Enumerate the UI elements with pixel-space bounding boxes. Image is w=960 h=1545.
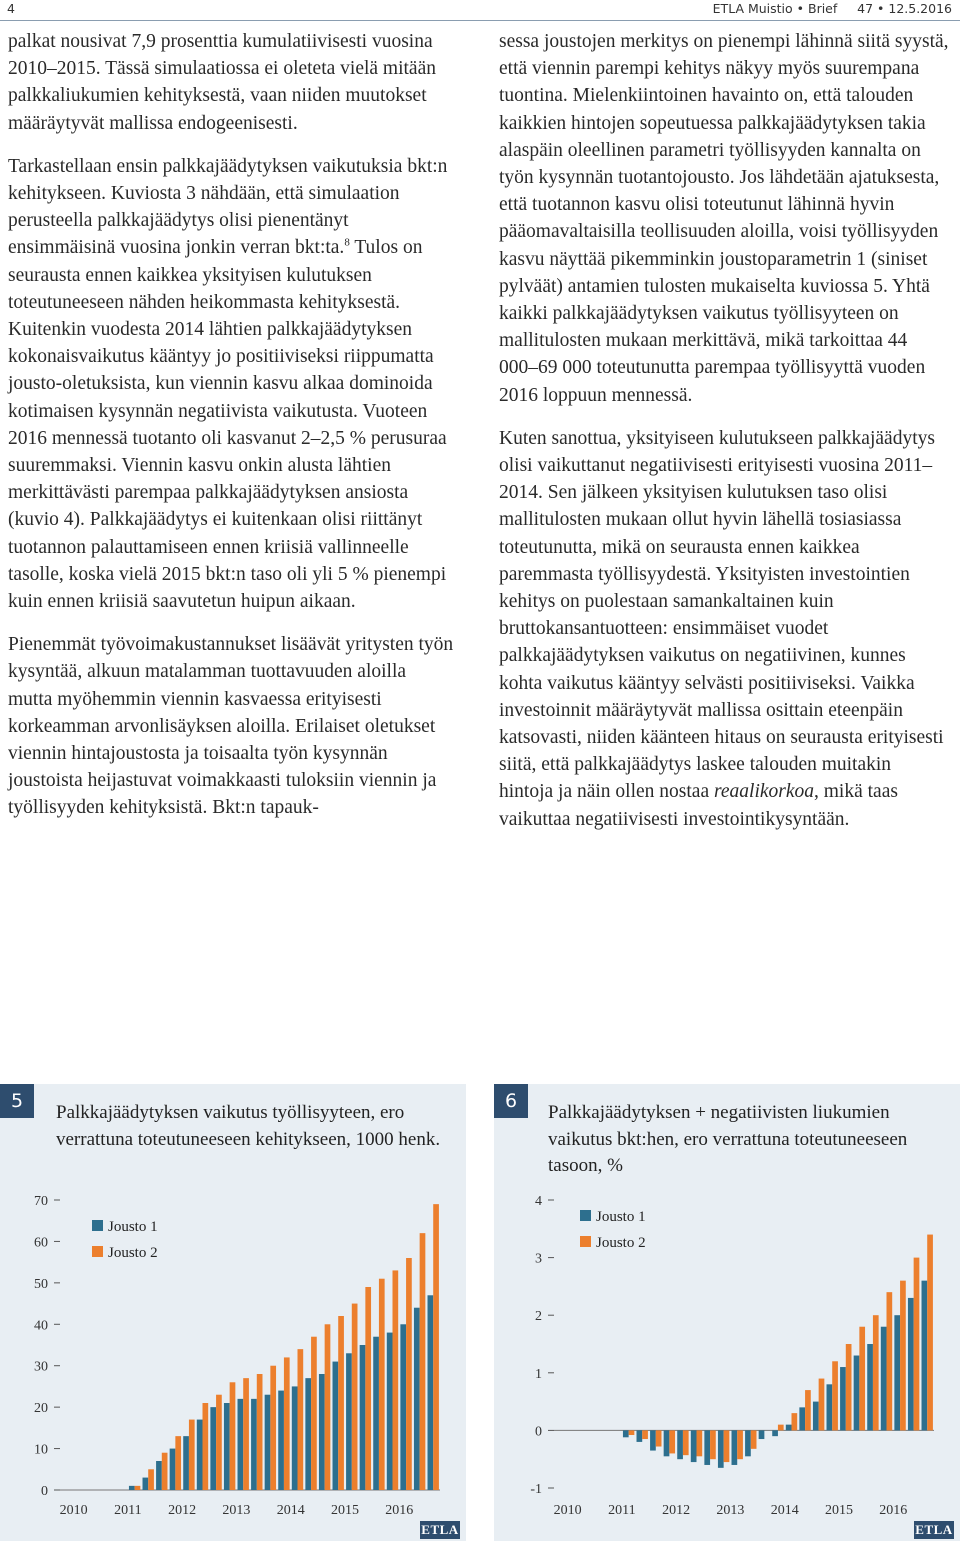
x-tick-label: 2010: [59, 1503, 88, 1518]
bar-jousto-2: [230, 1382, 236, 1490]
x-tick-label: 2012: [168, 1503, 197, 1518]
x-tick-label: 2013: [716, 1503, 745, 1518]
bar-jousto-2: [914, 1258, 920, 1431]
bar-jousto-1: [813, 1402, 819, 1431]
y-tick-label: 40: [34, 1318, 48, 1334]
bar-jousto-1: [664, 1430, 670, 1456]
y-tick-label: -1: [530, 1482, 542, 1497]
bar-jousto-1: [129, 1486, 135, 1490]
bar-jousto-2: [737, 1430, 743, 1459]
bar-jousto-2: [819, 1379, 825, 1431]
bar-jousto-1: [170, 1449, 176, 1490]
bar-jousto-1: [745, 1430, 751, 1456]
paragraph: [499, 425, 949, 833]
bar-jousto-1: [867, 1344, 873, 1430]
bar-jousto-2: [365, 1287, 371, 1490]
bar-jousto-2: [846, 1344, 852, 1430]
etla-logo: ETLA: [421, 1522, 459, 1537]
bar-jousto-2: [778, 1425, 784, 1431]
bar-jousto-2: [325, 1324, 331, 1490]
bar-jousto-1: [238, 1399, 244, 1490]
bar-jousto-2: [805, 1390, 811, 1430]
legend-label: Jousto 1: [596, 1209, 646, 1225]
bar-jousto-2: [298, 1349, 304, 1490]
bar-jousto-1: [637, 1430, 643, 1442]
x-tick-label: 2015: [825, 1503, 853, 1518]
figure-title: Palkkajäädytyksen vaikutus työllisyyteen, ero verrattuna toteutuneeseen kehitykseen, 1000 henk.: [56, 1102, 441, 1150]
left-text-column: [8, 28, 454, 838]
y-tick-label: 0: [535, 1424, 542, 1440]
y-tick-label: 4: [535, 1194, 542, 1209]
bar-jousto-1: [704, 1430, 710, 1465]
bar-jousto-2: [203, 1403, 209, 1490]
bar-jousto-1: [827, 1384, 833, 1430]
bar-jousto-1: [428, 1295, 434, 1490]
figure-title: Palkkajäädytyksen + negatiivisten liukumien vaikutus bkt:hen, ero verrattuna toteutuneeseen tasoon, %: [548, 1102, 908, 1176]
bar-jousto-2: [683, 1430, 689, 1455]
bar-jousto-1: [650, 1430, 656, 1450]
bar-jousto-2: [162, 1453, 168, 1490]
bar-jousto-1: [373, 1337, 379, 1490]
bar-jousto-1: [210, 1407, 216, 1490]
bar-jousto-2: [338, 1316, 344, 1490]
page-number: 4: [7, 1, 15, 16]
emphasis-term: reaalikorkoa: [714, 781, 815, 803]
bar-jousto-1: [197, 1420, 203, 1490]
x-tick-label: 2014: [276, 1503, 305, 1518]
chart-6-svg: [494, 1084, 960, 1541]
y-tick-label: 70: [34, 1194, 48, 1209]
bar-jousto-1: [224, 1403, 230, 1490]
x-tick-label: 2011: [114, 1503, 142, 1518]
bar-jousto-1: [183, 1436, 189, 1490]
bar-jousto-2: [697, 1430, 703, 1456]
paragraph-text: , mikä taas vaikuttaa negatiivisesti investointikysyntään.: [499, 781, 898, 830]
bar-jousto-1: [908, 1298, 914, 1430]
bar-jousto-2: [642, 1430, 648, 1439]
y-tick-label: 10: [34, 1442, 48, 1458]
publication-info: [713, 1, 952, 16]
bar-jousto-2: [311, 1337, 317, 1490]
bar-jousto-1: [732, 1430, 738, 1465]
bar-jousto-1: [894, 1315, 900, 1430]
paragraph-text: Kuten sanottua, yksityiseen kulutukseen palkkajäädytys olisi vaikuttanut negatiivisesti erityisesti vuosina 2011–2014. Sen jälkeen yksityisen kulutuksen taso olisi mallitulosten mukaan ollut hyvin lähellä tosiasiassa toteutunutta, mikä on seurausta ennen kaikkea paremmasta työllisyydestä. Yksityisten investointien kehitys on puolestaan samankaltainen kuin bruttokansantuotteen: ensimmäiset vuodet palkkajäädytyksen vaikutus on negatiivinen, kunnes kohta vaikutus kääntyy selvästi positiiviseksi. Vaikka investoinnit määräytyvät mallissa osittain eteenpäin katsovasti, niiden käänteen hitaus on seurausta erityisesti siitä, että palkkajäädytys laskee talouden muitakin hintoja ja näin ollen nostaa: [499, 427, 944, 803]
bar-jousto-1: [691, 1430, 697, 1462]
bar-jousto-1: [623, 1430, 629, 1437]
figure-5: [0, 1084, 466, 1541]
y-tick-label: 1: [535, 1366, 542, 1382]
y-tick-label: 30: [34, 1359, 48, 1375]
header-rule: [0, 20, 960, 21]
figure-number: 6: [494, 1084, 528, 1118]
bar-jousto-2: [887, 1292, 893, 1430]
bar-jousto-2: [352, 1304, 358, 1490]
bar-jousto-1: [799, 1407, 805, 1430]
y-tick-label: 20: [34, 1401, 48, 1417]
bar-jousto-1: [333, 1362, 339, 1490]
footnote-ref[interactable]: 8: [344, 236, 350, 249]
y-tick-label: 2: [535, 1309, 542, 1325]
page-header: [0, 0, 960, 20]
figure-6: [494, 1084, 960, 1541]
bar-jousto-1: [387, 1333, 393, 1490]
bar-jousto-2: [284, 1357, 290, 1490]
y-tick-label: 0: [41, 1484, 48, 1499]
bar-jousto-2: [243, 1378, 249, 1490]
x-tick-label: 2016: [385, 1503, 414, 1518]
bar-jousto-1: [143, 1478, 149, 1490]
bar-jousto-1: [292, 1386, 298, 1490]
bar-jousto-1: [718, 1430, 724, 1467]
bar-jousto-1: [854, 1356, 860, 1431]
bar-jousto-1: [346, 1353, 352, 1490]
bar-jousto-2: [669, 1430, 675, 1453]
issue-info: 47 • 12.5.2016: [857, 1, 952, 16]
x-tick-label: 2016: [879, 1503, 908, 1518]
bar-jousto-2: [148, 1469, 154, 1490]
legend-label: Jousto 1: [108, 1219, 158, 1235]
paragraph-text: Tulos on seurausta ennen kaikkea yksityisen kulutuksen toteutuneeseen nähden heikommasta kehityksestä. Kuitenkin vuodesta 2014 lähtien palkkajäädytyksen kokonaisvaikutus kääntyy jo positiiviseksi riippumatta jousto-oletuksista, kun viennin kasvu alkaa dominoida kotimaisen kysynnän negatiivista vaikutusta. Vuoteen 2016 mennessä tuotanto oli kasvanut 2–2,5 % perusuraa suuremmaksi. Viennin kasvu onkin alusta lähtien merkittävästi parempaa palkkajäädytyksen ansiosta (kuvio 4). Palkkajäädytys ei kuitenkaan olisi riittänyt tuotannon palauttamiseen ennen kriisiä vallinneelle tasolle, koska vielä 2015 bkt:n taso oli yli 5 % pienempi kuin ennen kriisiä saavutetun huipun aikaan.: [8, 237, 447, 613]
bar-jousto-2: [189, 1420, 195, 1490]
bar-jousto-2: [873, 1315, 879, 1430]
paragraph: [8, 153, 454, 615]
bar-jousto-1: [400, 1324, 406, 1490]
figure-number: 5: [0, 1084, 34, 1118]
bar-jousto-2: [379, 1279, 385, 1490]
paragraph: palkat nousivat 7,9 prosenttia kumulatiivisesti vuosina 2010–2015. Tässä simulaatiossa ei oleteta vielä mitään palkkaliukumien kehityksestä, vaan niiden muutokset määräytyvät mallissa endogeenisesti.: [8, 31, 436, 134]
bar-jousto-2: [710, 1430, 716, 1459]
bar-jousto-1: [265, 1395, 271, 1490]
y-tick-label: 50: [34, 1276, 48, 1292]
paragraph-text: Tarkastellaan ensin palkkajäädytyksen vaikutuksia bkt:n kehitykseen. Kuviosta 3 nähdään, että simulaation perusteella palkkajäädytys olisi pienentänyt ensimmäisinä vuosina jonkin verran bkt:ta.: [8, 155, 448, 259]
y-tick-label: 3: [535, 1251, 542, 1267]
bar-jousto-1: [251, 1399, 257, 1490]
bar-jousto-2: [900, 1281, 906, 1431]
bar-jousto-1: [759, 1430, 765, 1439]
legend-swatch: [92, 1246, 103, 1257]
bar-jousto-1: [360, 1345, 366, 1490]
bar-jousto-2: [751, 1430, 757, 1448]
bar-jousto-2: [393, 1270, 399, 1490]
bar-jousto-1: [278, 1391, 284, 1490]
bar-jousto-2: [420, 1233, 426, 1490]
publication-name: ETLA Muistio • Brief: [712, 1, 838, 16]
bar-jousto-1: [772, 1430, 778, 1436]
bar-jousto-1: [881, 1327, 887, 1431]
x-tick-label: 2015: [331, 1503, 359, 1518]
x-tick-label: 2013: [222, 1503, 251, 1518]
x-tick-label: 2014: [770, 1503, 799, 1518]
paragraph: sessa joustojen merkitys on pienempi lähinnä siitä syystä, että viennin parempi kehitys näkyy myös suurempana tuontina. Mielenkiintoinen havainto on, että talouden kaikkien hintojen sopeutuessa palkkajäädytyksen takia alaspäin oleellinen parametri työllisyyden kannalta on työn kysynnän tuotantojousto. Jos lähdetään ajatuksesta, että tuotannon kasvu olisi toteutunut lähinnä hyvin pääomavaltaisilla teollisuuden aloilla, voisi työllisyyden kasvu näyttää pikemminkin joustoparametrin 1 (siniset pylväät) antamien tulosten mukaiselta kuviossa 5. Yhtä kaikki palkkajäädytyksen vaikutus työllisyyteen on mallitulosten mukaan merkittävä, mikä tarkoittaa 44 000–69 000 toteutunutta parempaa työllisyyttä vuoden 2016 loppuun mennessä.: [499, 31, 949, 406]
x-tick-label: 2011: [608, 1503, 636, 1518]
bar-jousto-2: [433, 1204, 439, 1490]
bar-jousto-1: [156, 1461, 162, 1490]
legend-label: Jousto 2: [108, 1245, 158, 1261]
bar-jousto-2: [629, 1430, 635, 1435]
paragraph: Pienemmät työvoimakustannukset lisäävät yritysten työn kysyntää, alkuun matalamman tuottavuuden aloilla mutta myöhemmin viennin kasvaessa erityisesti korkeamman arvonlisäyksen aloilla. Erilaiset oletukset viennin hintajoustosta ja toisaalta työn kysynnän joustoista heijastuvat voimakkaasti tuloksiin viennin ja työllisyyden kehityksistä. Bkt:n tapauk-: [8, 634, 454, 819]
x-tick-label: 2010: [553, 1503, 582, 1518]
chart-5-svg: [0, 1084, 466, 1541]
bar-jousto-1: [786, 1425, 792, 1431]
bar-jousto-2: [135, 1486, 141, 1490]
bar-jousto-1: [840, 1367, 846, 1430]
bar-jousto-2: [927, 1235, 933, 1431]
legend-swatch: [580, 1210, 591, 1221]
bar-jousto-2: [270, 1366, 276, 1490]
bar-jousto-2: [175, 1436, 181, 1490]
bar-jousto-2: [216, 1395, 222, 1490]
bar-jousto-2: [859, 1327, 865, 1431]
bar-jousto-2: [257, 1374, 263, 1490]
legend-swatch: [92, 1220, 103, 1231]
legend-swatch: [580, 1236, 591, 1247]
bar-jousto-2: [656, 1430, 662, 1446]
bar-jousto-1: [319, 1374, 325, 1490]
x-tick-label: 2012: [662, 1503, 691, 1518]
bar-jousto-2: [406, 1258, 412, 1490]
bar-jousto-1: [414, 1308, 420, 1490]
etla-logo: ETLA: [915, 1522, 953, 1537]
bar-jousto-1: [305, 1378, 311, 1490]
bar-jousto-1: [922, 1281, 928, 1431]
bar-jousto-1: [677, 1430, 683, 1459]
legend-label: Jousto 2: [596, 1235, 646, 1251]
bar-jousto-2: [832, 1361, 838, 1430]
bar-jousto-2: [792, 1413, 798, 1430]
bar-jousto-2: [724, 1430, 730, 1462]
right-text-column: [499, 28, 949, 849]
y-tick-label: 60: [34, 1235, 48, 1251]
